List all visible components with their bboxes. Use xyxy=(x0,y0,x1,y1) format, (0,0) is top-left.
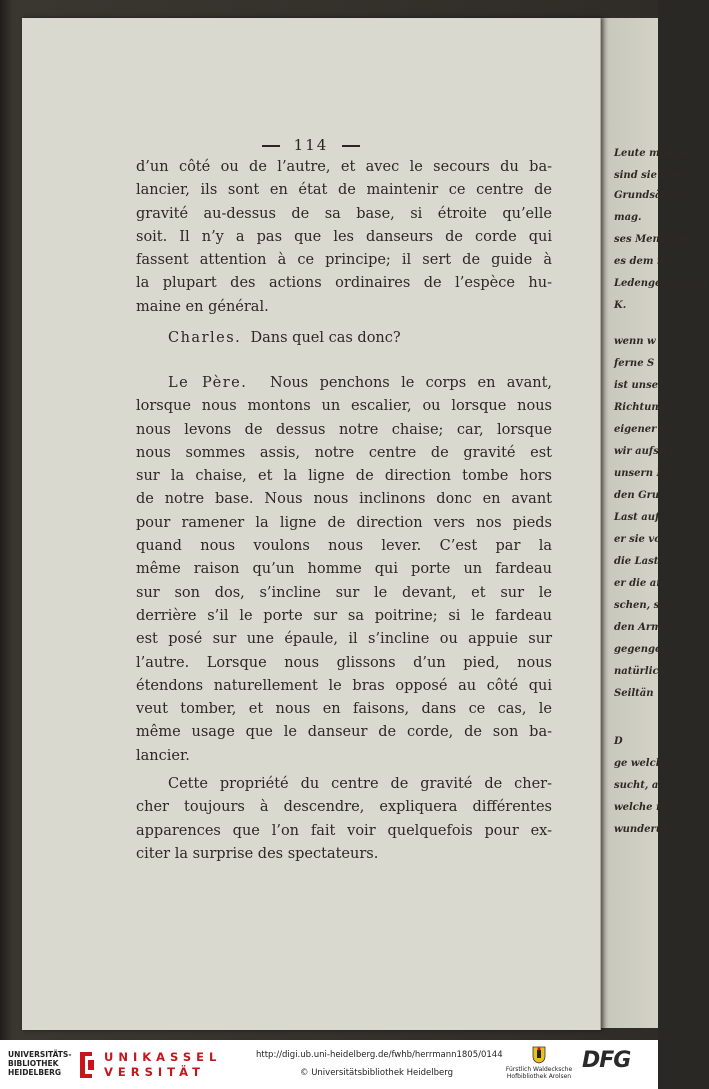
logo-line: BIBLIOTHEK xyxy=(8,1059,59,1068)
facing-page-fragment: sucht, a xyxy=(614,780,659,791)
facing-page-fragment: die Last xyxy=(614,556,659,567)
text-line: maine en général. xyxy=(136,298,269,315)
paragraph-1 xyxy=(136,156,552,319)
facing-page-fragment: es dem m xyxy=(614,256,668,267)
facing-page-fragment: er sie vo xyxy=(614,534,661,545)
facing-page-fragment: wir aufsteh xyxy=(614,446,678,457)
facing-page-fragment: unsern Fü xyxy=(614,468,671,479)
logo-line: Fürstlich Waldecksche xyxy=(505,1066,573,1073)
text-line: gravité au-dessus de sa base, si étroite qu’elle xyxy=(136,205,552,222)
header-dash-left xyxy=(262,145,280,147)
facing-page-fragment: sind sie von xyxy=(614,170,681,181)
paragraph-charles xyxy=(136,327,552,350)
text-line: soit. Il n’y a pas que les danseurs de corde qui xyxy=(136,228,552,245)
kassel-wordmark xyxy=(104,1050,221,1080)
text-line: pour ramener la ligne de direction vers nos pieds xyxy=(136,514,552,531)
text-line: même raison qu’un homme qui porte un fardeau xyxy=(136,561,552,578)
permalink-url[interactable]: http://digi.ub.uni-heidelberg.de/fwhb/herrmann1805/0144 xyxy=(256,1050,503,1060)
facing-page-fragment: ge welch xyxy=(614,758,663,769)
facing-page-fragment: mag. xyxy=(614,212,642,223)
logo-line: VERSITÄT xyxy=(104,1065,205,1079)
facing-page-fragment: schen, so xyxy=(614,600,666,611)
text-line: fassent attention à ce principe; il sert de guide à xyxy=(136,252,552,269)
facing-page-fragment: Last auf xyxy=(614,512,660,523)
facing-page-fragment: den Arm xyxy=(614,622,662,633)
dialogue-line xyxy=(136,327,552,350)
text-line: Dans quel cas donc? xyxy=(250,330,401,346)
text-line: même usage que le danseur de corde, de son ba- xyxy=(136,724,552,741)
text-line: d’un côté ou de l’autre, et avec le secours du ba- xyxy=(136,159,552,175)
text-line: nous levons de dessus notre chaise; car, lorsque xyxy=(136,421,552,438)
text-line: veut tomber, et nous en faisons, dans ce cas, le xyxy=(136,701,552,718)
text-line: quand nous voulons nous lever. C’est par la xyxy=(136,538,552,555)
facing-page-fragment: eigener G xyxy=(614,424,669,435)
text-line: l’autre. Lorsque nous glissons d’un pied, nous xyxy=(136,654,552,671)
facing-page-fragment: ses Menschen xyxy=(614,234,693,245)
speaker-name: Charles. xyxy=(168,330,242,346)
dialogue-line xyxy=(136,372,552,395)
header-dash-right xyxy=(342,145,360,147)
facing-page-fragment: ist unser xyxy=(614,380,664,391)
book-page xyxy=(22,18,601,1030)
text-line: sur son dos, s’incline sur le devant, et sur le xyxy=(136,584,552,601)
facing-page-fragment: wenn w xyxy=(614,336,656,347)
viewer-footer xyxy=(0,1040,658,1089)
text-line: lancier, ils sont en état de maintenir ce centre de xyxy=(136,182,552,199)
paragraph-le-pere xyxy=(136,372,552,768)
kassel-mark-icon xyxy=(76,1050,96,1080)
page-number: 114 xyxy=(293,136,329,154)
text-line: de notre base. Nous nous inclinons donc en avant xyxy=(136,491,552,508)
page-header xyxy=(22,136,600,154)
facing-page-edge xyxy=(598,18,709,1028)
crest-icon xyxy=(532,1046,546,1064)
logo-line: Hofbibliothek Arolsen xyxy=(506,1073,572,1080)
facing-page-fragment: den Gru xyxy=(614,490,660,501)
text-line: citer la surprise des spectateurs. xyxy=(136,845,379,862)
text-line: lorsque nous montons un escalier, ou lorsque nous xyxy=(136,398,552,415)
text-line: nous sommes assis, notre centre de gravité est xyxy=(136,444,552,461)
logo-line: HEIDELBERG xyxy=(8,1068,62,1077)
text-line: Nous penchons le corps en avant, xyxy=(270,375,553,391)
facing-page-fragment: D xyxy=(614,736,623,747)
dfg-logo[interactable]: DFG xyxy=(582,1048,631,1073)
logo-line: UNIKASSEL xyxy=(104,1050,222,1064)
heidelberg-logo[interactable] xyxy=(8,1050,71,1077)
arolsen-logo[interactable] xyxy=(505,1046,573,1080)
text-line: cher toujours à descendre, expliquera différentes xyxy=(136,799,552,816)
facing-page-fragment: natürlich xyxy=(614,666,666,677)
paragraph-4 xyxy=(136,773,552,866)
facing-page-fragment: Ledengeschlecht xyxy=(614,278,709,289)
facing-page-fragment: Seiltän xyxy=(614,688,654,699)
text-line: sur la chaise, et la ligne de direction tombe hors xyxy=(136,468,552,485)
text-line: la plupart des actions ordinaires de l’espèce hu- xyxy=(136,275,552,292)
facing-page-fragment: K. xyxy=(614,300,627,311)
facing-page-fragment: wunderun xyxy=(614,824,671,835)
facing-page-fragment: Richtung xyxy=(614,402,666,413)
speaker-name: Le Père. xyxy=(168,375,248,391)
facing-page-fragment: welche m xyxy=(614,802,667,813)
kassel-logo[interactable] xyxy=(76,1048,226,1082)
copyright-text: © Universitätsbibliothek Heidelberg xyxy=(300,1068,454,1078)
logo-line: UNIVERSITÄTS- xyxy=(8,1050,72,1059)
text-line: apparences que l’on fait voir quelquefois pour ex- xyxy=(136,822,552,839)
facing-page-fragment: gegenges xyxy=(614,644,667,655)
text-line: Cette propriété du centre de gravité de cher- xyxy=(168,776,552,792)
facing-page-fragment: Grundsätze xyxy=(614,190,679,201)
text-line: étendons naturellement le bras opposé au côté qui xyxy=(136,677,552,694)
facing-page-fragment: ferne S xyxy=(614,358,655,369)
text-line: derrière s’il le porte sur sa poitrine; si le fardeau xyxy=(136,607,552,624)
text-line: lancier. xyxy=(136,747,190,764)
text-line: est posé sur une épaule, il s’incline ou appuie sur xyxy=(136,631,552,648)
facing-page-fragment: Leute mögen xyxy=(614,148,688,159)
facing-page-fragment: er die an xyxy=(614,578,664,589)
